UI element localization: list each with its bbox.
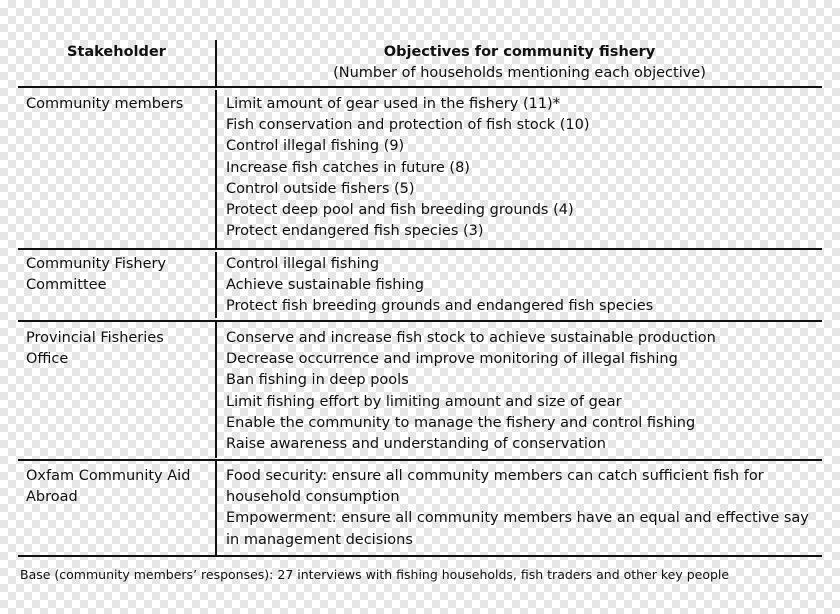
row-divider-2 xyxy=(18,320,822,322)
objective-item: Food security: ensure all community members can catch sufficient fish for xyxy=(226,468,764,484)
objective-item: Fish conservation and protection of fish stock (10) xyxy=(226,117,590,134)
row-2-stakeholder: Community Fishery Committee xyxy=(26,256,167,294)
row-divider-1 xyxy=(18,248,822,250)
row-4-objectives xyxy=(226,466,809,551)
row-4-stakeholder: Oxfam Community Aid Abroad xyxy=(26,468,191,506)
column-divider-row-1 xyxy=(215,90,217,248)
column-divider-row-2 xyxy=(215,252,217,318)
row-divider-3 xyxy=(18,459,822,461)
objective-item: Empowerment: ensure all community members have an equal and effective say xyxy=(226,510,809,527)
objective-item: Protect fish breeding grounds and endangered fish species xyxy=(226,298,654,315)
row-divider-bottom xyxy=(18,555,822,557)
column-divider-row-3 xyxy=(215,322,217,458)
objective-item: Increase fish catches in future (8) xyxy=(226,159,470,176)
objective-item: in management decisions xyxy=(226,531,413,548)
row-3-stakeholder: Provincial Fisheries Office xyxy=(26,330,164,368)
header-objectives: Objectives for community fishery xyxy=(383,44,656,60)
header-stakeholder: Stakeholder xyxy=(67,44,166,60)
objective-item: Protect deep pool and fish breeding grounds (4) xyxy=(226,202,574,219)
row-divider-header xyxy=(18,86,822,88)
objective-item: Protect endangered fish species (3) xyxy=(226,223,484,240)
objective-item: Enable the community to manage the fishery and control fishing xyxy=(226,414,696,431)
objective-item: household consumption xyxy=(226,489,400,506)
column-divider-row-4 xyxy=(215,461,217,555)
header-objectives-subtitle: (Number of households mentioning each objective) xyxy=(333,65,706,81)
objective-item: Limit fishing effort by limiting amount and size of gear xyxy=(226,393,622,410)
objective-item: Raise awareness and understanding of conservation xyxy=(226,436,606,453)
objective-item: Limit amount of gear used in the fishery (11)* xyxy=(226,96,560,112)
table-footnote: Base (community members’ responses): 27 interviews with fishing households, fish traders and other key people xyxy=(20,567,730,582)
row-3-objectives xyxy=(226,328,716,455)
column-divider-header xyxy=(215,40,217,86)
row-2-objectives xyxy=(226,254,653,318)
objective-item: Achieve sustainable fishing xyxy=(226,277,424,294)
objective-item: Decrease occurrence and improve monitoring of illegal fishing xyxy=(226,351,678,368)
objective-item: Control illegal fishing xyxy=(226,256,380,272)
objective-item: Control outside fishers (5) xyxy=(226,180,415,197)
objective-item: Control illegal fishing (9) xyxy=(226,138,405,155)
row-1-stakeholder: Community members xyxy=(26,96,184,112)
objective-item: Conserve and increase fish stock to achieve sustainable production xyxy=(226,330,716,346)
row-1-objectives xyxy=(226,94,589,242)
objective-item: Ban fishing in deep pools xyxy=(226,372,409,389)
